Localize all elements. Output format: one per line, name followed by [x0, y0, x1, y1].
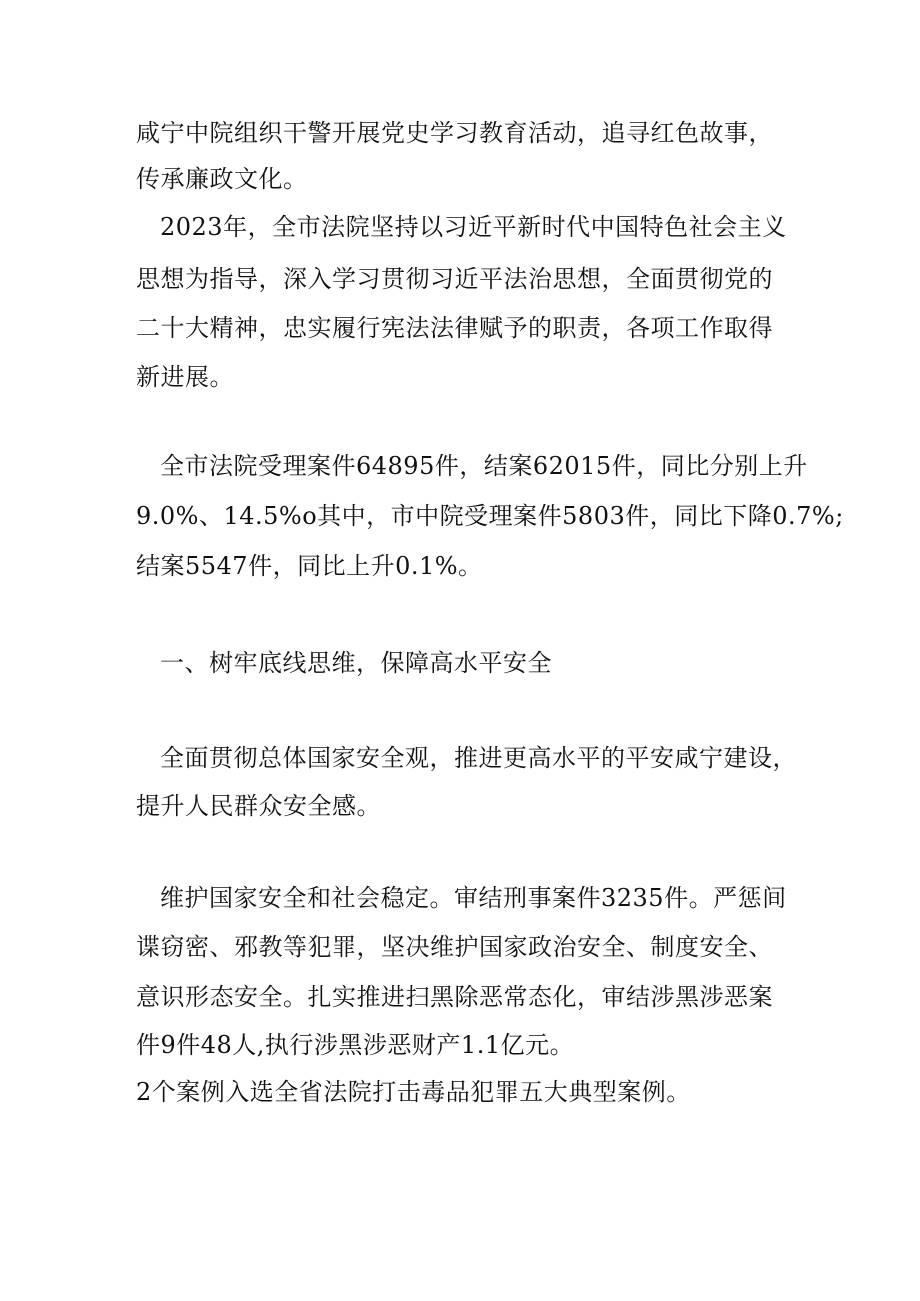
- paragraph-5-line-2: 谍窃密、邪教等犯罪，坚决维护国家政治安全、制度安全、: [136, 933, 773, 961]
- paragraph-1-line-2: 传承廉政文化。: [136, 165, 308, 193]
- paragraph-5-line-4: 件9件48人,执行涉黑涉恶财产1.1亿元。: [136, 1031, 575, 1059]
- paragraph-2-line-3: 二十大精神，忠实履行宪法法律赋予的职责，各项工作取得: [136, 314, 773, 342]
- paragraph-2-line-4: 新进展。: [136, 363, 234, 391]
- paragraph-2-line-1: 2023年，全市法院坚持以习近平新时代中国特色社会主义: [160, 213, 787, 241]
- paragraph-2-line-2: 思想为指导，深入学习贯彻习近平法治思想，全面贯彻党的: [136, 265, 773, 293]
- paragraph-5-line-3: 意识形态安全。扎实推进扫黑除恶常态化，审结涉黑涉恶案: [136, 983, 773, 1011]
- paragraph-5-line-1: 维护国家安全和社会稳定。审结刑事案件3235件。严惩间: [160, 884, 787, 912]
- paragraph-3-line-3: 结案5547件，同比上升0.1%。: [136, 552, 483, 580]
- paragraph-4-line-1: 全面贯彻总体国家安全观，推进更高水平的平安咸宁建设，: [160, 744, 797, 772]
- paragraph-4-line-2: 提升人民群众安全感。: [136, 792, 381, 820]
- paragraph-5-line-5: 2个案例入选全省法院打击毒品犯罪五大典型案例。: [136, 1078, 691, 1106]
- paragraph-3-line-1: 全市法院受理案件64895件，结案62015件，同比分别上升: [160, 452, 808, 480]
- paragraph-3-line-2: 9.0%、14.5%o其中，市中院受理案件5803件，同比下降0.7%;: [136, 502, 844, 530]
- paragraph-1-line-1: 咸宁中院组织干警开展党史学习教育活动，追寻红色故事，: [136, 119, 773, 147]
- section-heading: 一、树牢底线思维，保障高水平安全: [160, 649, 552, 677]
